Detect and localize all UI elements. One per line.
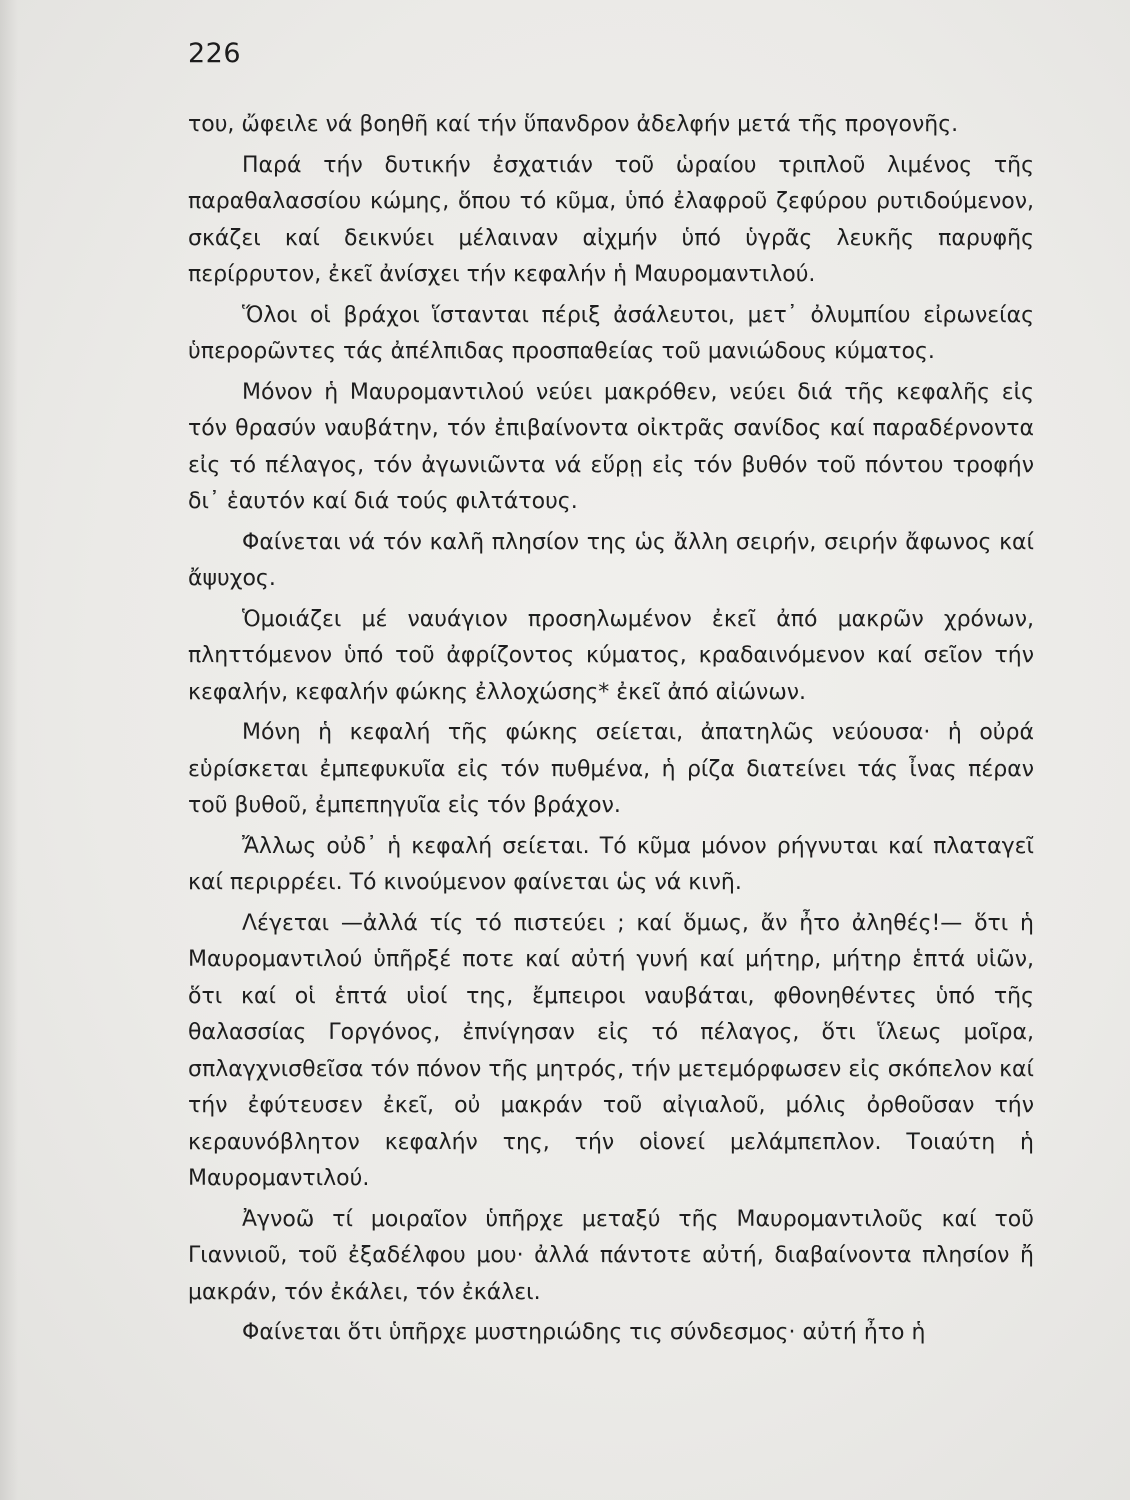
paragraph-11: Φαίνεται ὅτι ὑπῆρχε μυστηριώδης τις σύνδεσμος· αὐτή ἦτο ἡ [242,1320,926,1345]
paragraph-10: Ἀγνοῶ τί μοιραῖον ὑπῆρχε μεταξύ τῆς Μαυρομαντιλοῦς καί τοῦ Γιαννιοῦ, τοῦ ἐξαδέλφου μου· ἀλλά πάντοτε αὐτή, διαβαίνοντα πλησίον ἤ μακράν, τόν ἐκάλει, τόν ἐκάλει. [188,1206,1034,1305]
paragraph-7: Μόνη ἡ κεφαλή τῆς φώκης σείεται, ἀπατηλῶς νεύουσα· ἡ οὐρά εὑρίσκεται ἐμπεφυκυῖα εἰς τόν πυθμένα, ἡ ρίζα διατείνει τάς ἶνας πέραν τοῦ βυθοῦ, ἐμπεπηγυῖα εἰς τόν βράχον. [188,720,1034,818]
paragraph-9: Λέγεται —ἀλλά τίς τό πιστεύει ; καί ὅμως, ἄν ἦτο ἀληθές!— ὅτι ἡ Μαυρομαντιλού ὑπῆρξέ ποτε καί αὐτή γυνή καί μήτηρ, μήτηρ ἑπτά υἱῶν, ὅτι καί οἱ ἑπτά υἱοί της, ἔμπειροι ναυβάται, φθονηθέντες ὑπό τῆς θαλασσίας Γοργόνος, ἐπνίγησαν εἰς τό πέλαγος, ὅτι ἵλεως μοῖρα, σπλαγχνισθεῖσα τόν πόνον τῆς μητρός, τήν μετεμόρφωσεν εἰς σκόπελον καί τήν ἐφύτευσεν ἐκεῖ, οὐ μακράν τοῦ αἰγιαλοῦ, μόλις ὀρθοῦσαν τήν κεραυνόβλητον κεφαλήν της, τήν οἱονεί μελάμπεπλον. Τοιαύτη ἡ Μαυρομαντιλού. [188,910,1034,1191]
paragraph-3: Ὅλοι οἱ βράχοι ἵστανται πέριξ ἀσάλευτοι, μετ᾽ ὀλυμπίου εἰρωνείας ὑπερορῶντες τάς ἀπέλπιδας προσπαθείας τοῦ μανιώδους κύματος. [188,302,1034,364]
page-number: 226 [188,38,242,69]
body-text [188,107,1034,1356]
page-edge-shadow [0,0,18,1500]
paragraph-5: Φαίνεται νά τόν καλῆ πλησίον της ὡς ἄλλη σειρήν, σειρήν ἄφωνος καί ἄψυχος. [188,529,1034,591]
paragraph-4: Μόνον ἡ Μαυρομαντιλού νεύει μακρόθεν, νεύει διά τῆς κεφαλῆς εἰς τόν θρασύν ναυβάτην, τόν ἐπιβαίνοντα οἰκτρᾶς σανίδος καί παραδέρνοντα εἰς τό πέλαγος, τόν ἀγωνιῶντα νά εὕρῃ εἰς τόν βυθόν τοῦ πόντου τροφήν δι᾽ ἑαυτόν καί διά τούς φιλτάτους. [188,379,1034,514]
paragraph-8: Ἄλλως οὐδ᾽ ἡ κεφαλή σείεται. Τό κῦμα μόνον ρήγνυται καί πλαταγεῖ καί περιρρέει. Τό κινούμενον φαίνεται ὡς νά κινῆ. [188,833,1034,895]
paragraph-2: Παρά τήν δυτικήν ἐσχατιάν τοῦ ὡραίου τριπλοῦ λιμένος τῆς παραθαλασσίου κώμης, ὅπου τό κῦμα, ὑπό ἐλαφροῦ ζεφύρου ρυτιδούμενον, σκάζει καί δεικνύει μέλαιναν αἰχμήν ὑπό ὑγρᾶς λευκῆς παρυφῆς περίρρυτον, ἐκεῖ ἀνίσχει τήν κεφαλήν ἡ Μαυρομαντιλού. [188,152,1034,287]
paragraph-6: Ὁμοιάζει μέ ναυάγιον προσηλωμένον ἐκεῖ ἀπό μακρῶν χρόνων, πληττόμενον ὑπό τοῦ ἀφρίζοντος κύματος, κραδαινόμενον καί σεῖον τήν κεφαλήν, κεφαλήν φώκης ἐλλοχώσης* ἐκεῖ ἀπό αἰώνων. [188,606,1034,705]
paragraph-1: του, ὤφειλε νά βοηθῆ καί τήν ὕπανδρον ἀδελφήν μετά τῆς προγονῆς. [188,112,959,137]
